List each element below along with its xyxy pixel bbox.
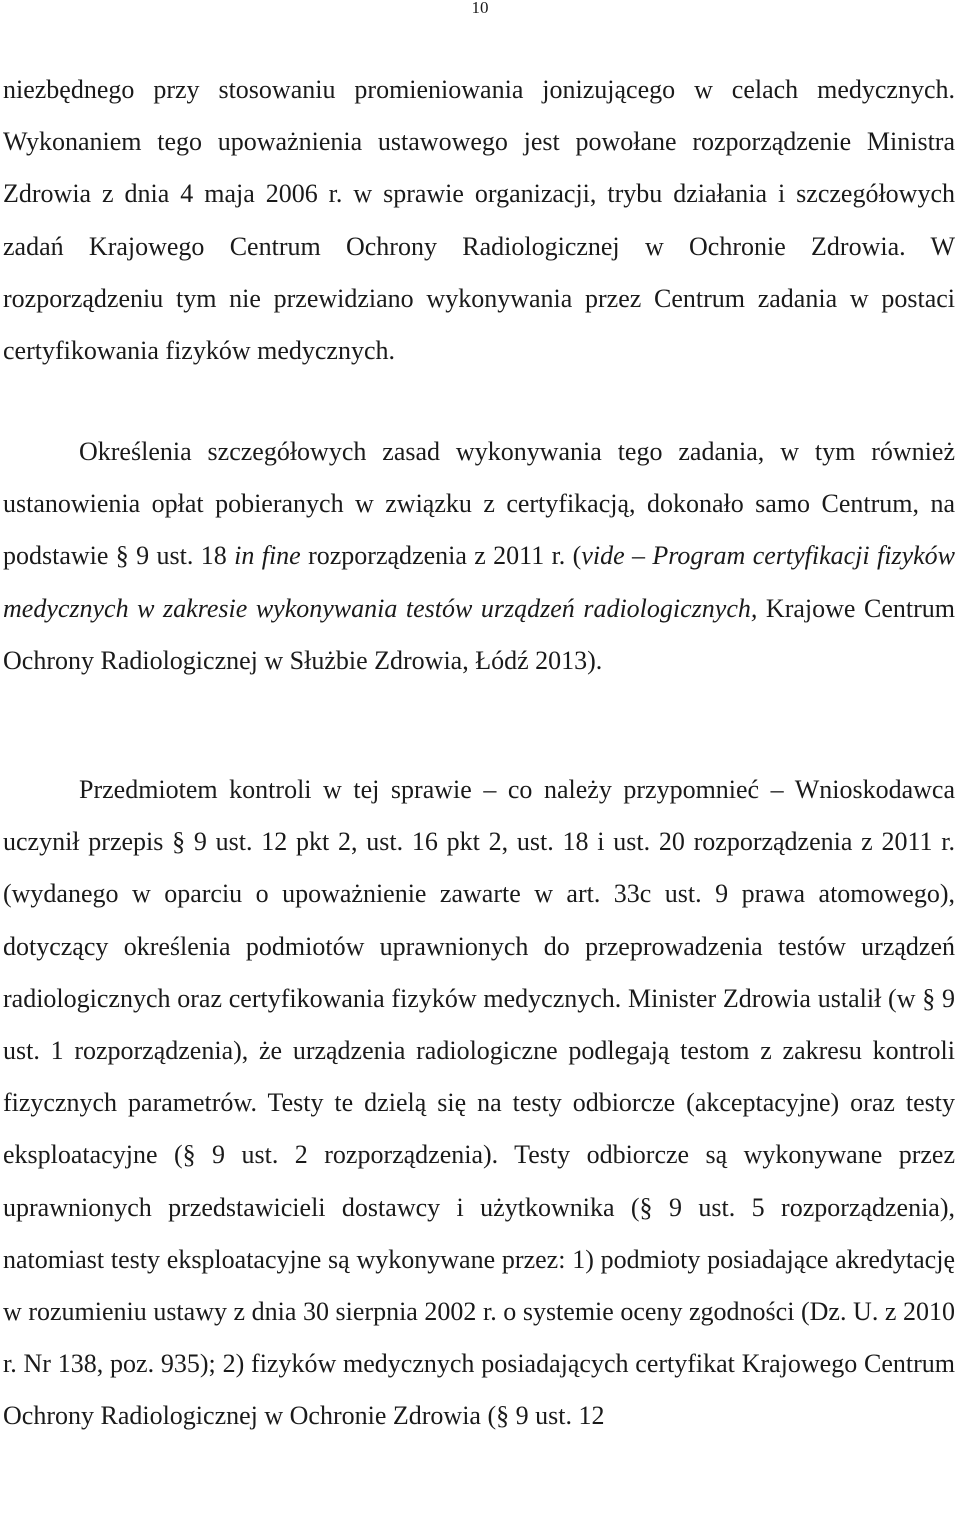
paragraph-2-text xyxy=(3,426,955,687)
paragraph-2-part-c: rozporządzenia z 2011 r. ( xyxy=(300,541,582,571)
paragraph-2-publication-title: vide – Program certyfikacji fizyków medycznych w zakresie wykonywania testów urządzeń radiologicznych, xyxy=(3,541,955,623)
paragraph-3 xyxy=(3,764,955,1443)
paragraph-1 xyxy=(3,64,955,377)
paragraph-2-part-a: Określenia szczegółowych zasad wykonywania tego zadania, w tym również ustanowienia opłat pobieranych w związku z certyfikacją, dokonało samo Centrum, na podstawie § 9 ust. 18 xyxy=(3,437,955,571)
paragraph-3-text: Przedmiotem kontroli w tej sprawie – co należy przypomnieć – Wnioskodawca uczynił przepis § 9 ust. 12 pkt 2, ust. 16 pkt 2, ust. 18 i ust. 20 rozporządzenia z 2011 r. (wydanego w oparciu o upoważnienie zawarte w art. 33c ust. 9 prawa atomowego), dotyczący określenia podmiotów uprawnionych do przeprowadzenia testów urządzeń radiologicznych oraz certyfikowania fizyków medycznych. Minister Zdrowia ustalił (w § 9 ust. 1 rozporządzenia), że urządzenia radiologiczne podlegają testom z zakresu kontroli fizycznych parametrów. Testy te dzielą się na testy odbiorcze (akceptacyjne) oraz testy eksploatacyjne (§ 9 ust. 2 rozporządzenia). Testy odbiorcze są wykonywane przez uprawnionych przedstawicieli dostawcy i użytkownika (§ 9 ust. 5 rozporządzenia), natomiast testy eksploatacyjne są wykonywane przez: 1) podmioty posiadające akredytację w rozumieniu ustawy z dnia 30 sierpnia 2002 r. o systemie oceny zgodności (Dz. U. z 2010 r. Nr 138, poz. 935); 2) fizyków medycznych posiadających certyfikat Krajowego Centrum Ochrony Radiologicznej w Ochronie Zdrowia (§ 9 ust. 12 xyxy=(3,775,955,1431)
page-number: 10 xyxy=(471,0,489,17)
paragraph-2-latin-phrase: in fine xyxy=(234,541,301,571)
paragraph-2-part-e: Krajowe Centrum Ochrony Radiologicznej w Służbie Zdrowia, Łódź 2013). xyxy=(3,593,955,675)
paragraph-2 xyxy=(3,426,955,687)
paragraph-1-text: niezbędnego przy stosowaniu promieniowania jonizującego w celach medycznych. Wykonaniem tego upoważnienia ustawowego jest powołane rozporządzenie Ministra Zdrowia z dnia 4 maja 2006 r. w sprawie organizacji, trybu działania i szczegółowych zadań Krajowego Centrum Ochrony Radiologicznej w Ochronie Zdrowia. W rozporządzeniu tym nie przewidziano wykonywania przez Centrum zadania w postaci certyfikowania fizyków medycznych. xyxy=(3,75,955,366)
